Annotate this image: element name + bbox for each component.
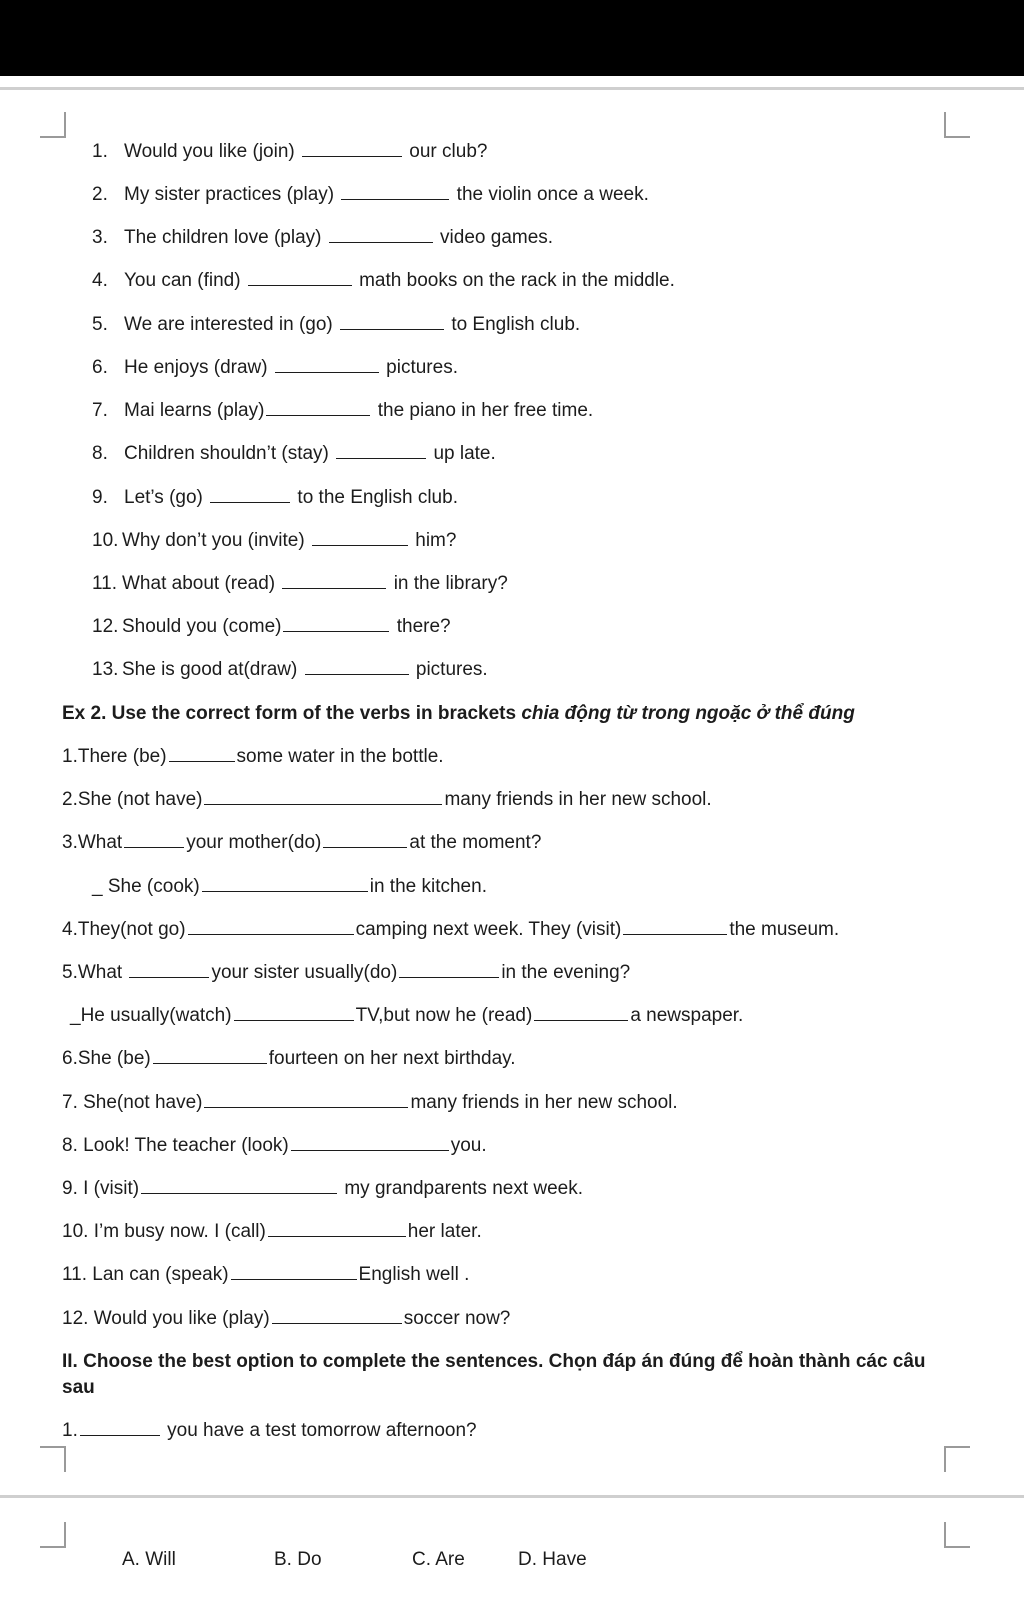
page-top-edge [0,87,1024,90]
ex1-item-12: 12. Should you (come) there? [92,616,451,637]
page-break-line [0,1495,1024,1498]
ex1-item-13: 13. She is good at(draw) pictures. [92,659,488,680]
ex2-line-2: 2.She (not have) many friends in her new school. [62,789,712,810]
ex2-heading: Ex 2. Use the correct form of the verbs in brackets chia động từ trong ngoặc ở thể đúng [62,703,855,724]
top-black-bar [0,0,1024,76]
option-c: C. Are [412,1549,465,1570]
section2-heading-cont: sau [62,1377,95,1398]
ex1-item-1: 1. Would you like (join) our club? [92,141,488,162]
option-d: D. Have [518,1549,587,1570]
crop-mark-bottom-left [40,1446,66,1472]
ex1-item-5: 5. We are interested in (go) to English club. [92,314,581,335]
section2-heading: II. Choose the best option to complete the sentences. Chọn đáp án đúng để hoàn thành các câu [62,1351,926,1372]
ex1-item-10: 10. Why don’t you (invite) him? [92,530,457,551]
ex2-line-11: 11. Lan can (speak) English well . [62,1264,470,1285]
ex1-item-11: 11. What about (read) in the library? [92,573,508,594]
ex2-line-1: 1.There (be) some water in the bottle. [62,746,444,767]
ex1-item-4: 4. You can (find) math books on the rack in the middle. [92,270,675,291]
ex2-line-3: 3.What your mother(do) at the moment? [62,832,542,853]
ex1-item-9: 9. Let’s (go) to the English club. [92,487,458,508]
ex1-item-7: 7. Mai learns (play) the piano in her free time. [92,400,594,421]
crop-mark-next-top-left [40,1522,66,1548]
ex1-item-3: 3. The children love (play) video games. [92,227,554,248]
ex1-item-6: 6. He enjoys (draw) pictures. [92,357,458,378]
ex2-line-8: 8. Look! The teacher (look) you. [62,1135,487,1156]
ex2-line-12: 12. Would you like (play) soccer now? [62,1308,511,1329]
crop-mark-bottom-right [944,1446,970,1472]
ex2-line-4: 4.They(not go) camping next week. They (visit) the museum. [62,919,840,940]
crop-mark-top-right [944,112,970,138]
ex2-line-10: 10. I’m busy now. I (call) her later. [62,1221,482,1242]
crop-mark-next-top-right [944,1522,970,1548]
ex2-line-6: 6.She (be) fourteen on her next birthday. [62,1048,516,1069]
option-a: A. Will [122,1549,176,1570]
crop-mark-top-left [40,112,66,138]
section2-question-1: 1. you have a test tomorrow afternoon? [62,1420,477,1441]
ex2-line-5: 5.What your sister usually(do) in the evening? [62,962,631,983]
ex2-line-5-answer: _He usually(watch) TV,but now he (read) a newspaper. [70,1005,744,1026]
ex2-line-7: 7. She(not have) many friends in her new school. [62,1092,678,1113]
ex1-item-2: 2. My sister practices (play) the violin once a week. [92,184,649,205]
option-b: B. Do [274,1549,322,1570]
ex1-item-8: 8. Children shouldn’t (stay) up late. [92,443,496,464]
ex2-line-3-answer: _ She (cook) in the kitchen. [92,876,487,897]
ex2-line-9: 9. I (visit) my grandparents next week. [62,1178,584,1199]
